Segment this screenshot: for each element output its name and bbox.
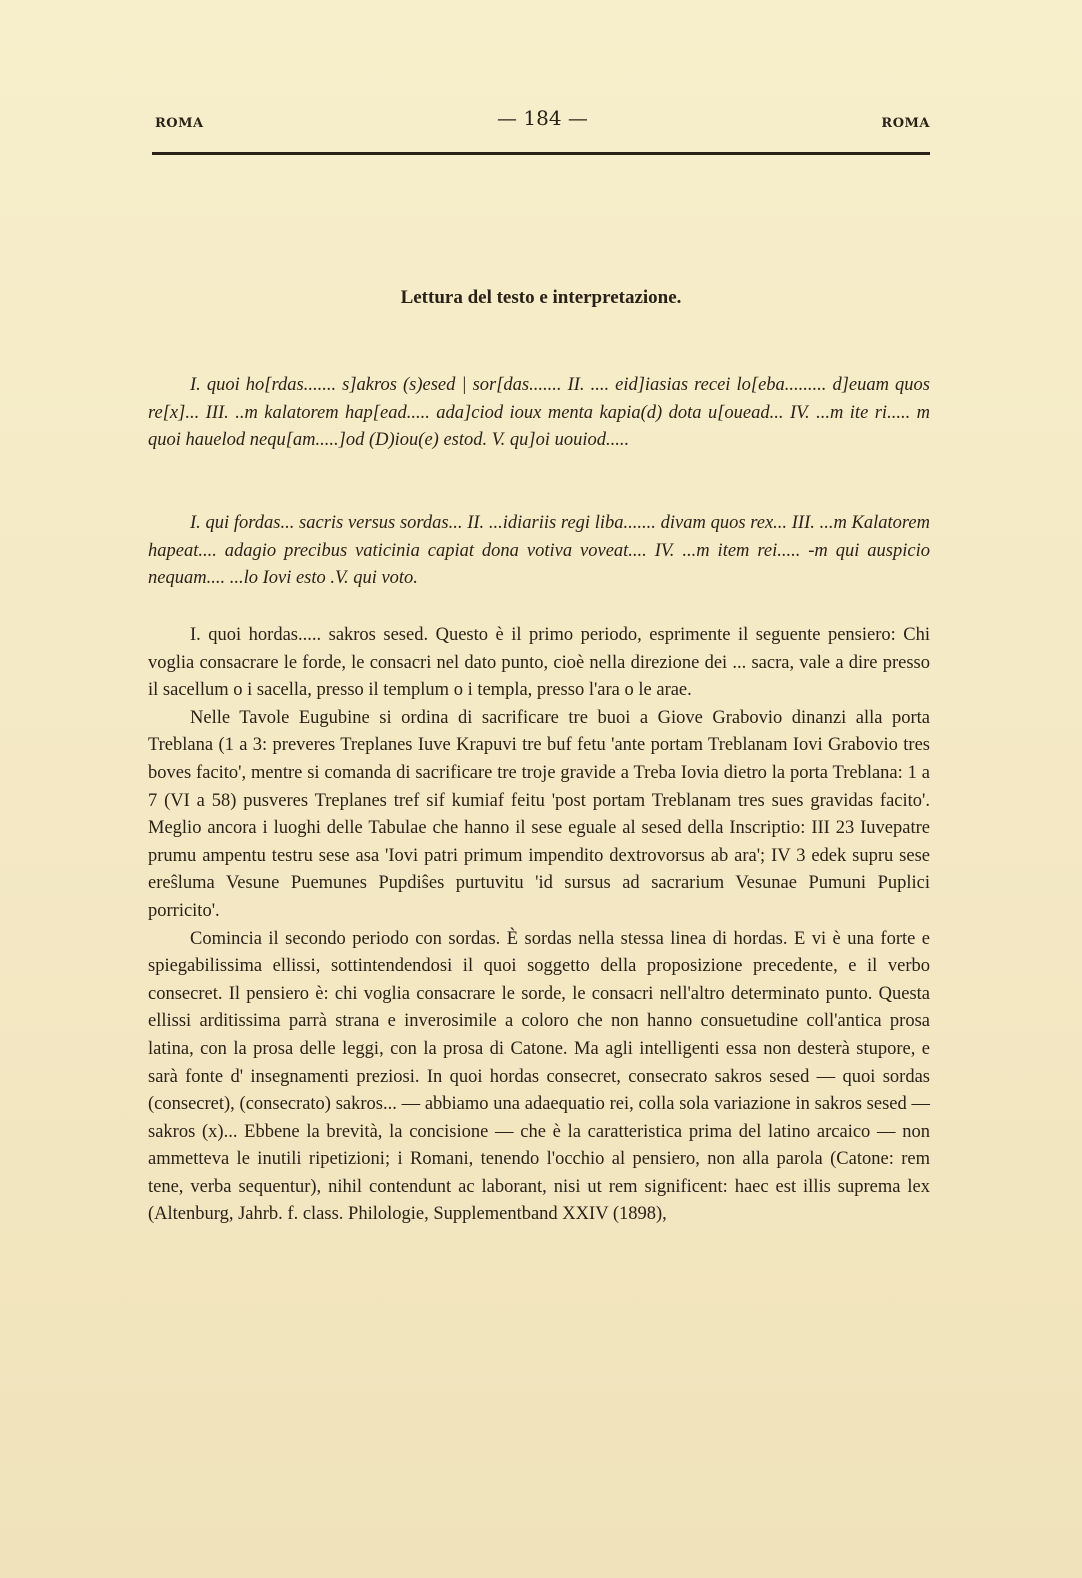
paragraph-3: Comincia il secondo periodo con sordas. È sordas nella stessa linea di hordas. E vi è una forte e spiegabilissima ellissi, sottintendendosi il quoi soggetto della proposizione precedente, e il verbo consecret. Il pensiero è: chi voglia consacrare le sorde, le consacri nell'altro determinato punto. Questa ellissi arditissima parrà strana e inverosimile a coloro che non hanno consuetudine coll'antica prosa latina, con la prosa delle leggi, con la prosa di Catone. Ma agli intelligenti essa non desterà stupore, e sarà fonte d' insegnamenti preziosi. In quoi hordas consecret, consecrato sakros sesed — quoi sordas (consecret), (consecrato) sakros... — abbiamo una adaequatio rei, colla sola variazione in sakros sesed — sakros (x)... Ebbene la brevità, la concisione — che è la caratteristica prima del latino arcaico — non ammetteva le inutili ripetizioni; i Romani, tenendo l'occhio al pensiero, non alla parola (Catone: rem tene, verba sequentur), nihil contendunt ac laborant, nisi ut rem significent: haec est illis suprema lex (Altenburg, Jahrb. f. class. Philologie, Supplementband XXIV (1898), (148, 928, 930, 1225)
running-head-right: ROMA (881, 116, 930, 131)
header-rule (152, 152, 930, 155)
section-title: Lettura del testo e interpretazione. (400, 287, 682, 308)
page-number: — 184 — (497, 106, 588, 130)
latin-text: I. qui fordas... sacris versus sordas... II. ...idiariis regi liba....... divam quos rex... III. ...m Kalatorem hapeat.... adagio precibus vaticinia capiat dona votiva voveat.... IV. ...m item rei..... -m qui auspicio nequam.... ...lo Iovi esto .V. qui voto. (148, 513, 930, 589)
latin-interpretation (148, 510, 930, 593)
inscription-reading (148, 372, 930, 455)
inscription-text: I. quoi ho[rdas....... s]akros (s)esed | sor[das....... II. .... eid]iasias recei lo[eba......... d]euam quos re[x]... III. ..m kalatorem hap[ead..... ada]ciod ioux menta kapia(d) dota u[ouead... IV. ...m ite ri..... m quoi hauelod nequ[am.....]od (D)iou(e) estod. V. qu]oi uouiod..... (148, 375, 930, 451)
running-head-left: ROMA (155, 116, 204, 131)
page-header (155, 104, 930, 134)
paragraph-1: I. quoi hordas..... sakros sesed. Questo è il primo periodo, esprimente il seguente pensiero: Chi voglia consacrare le forde, le consacri nel dato punto, cioè nella direzione dei ... sacra, vale a dire presso il sacellum o i sacella, presso il templum o i templa, presso l'ara o le arae. (148, 625, 930, 701)
paragraph-2: Nelle Tavole Eugubine si ordina di sacrificare tre buoi a Giove Grabovio dinanzi alla porta Treblana (1 a 3: preveres Treplanes Iuve Krapuvi tre buf fetu 'ante portam Treblanam Iovi Grabovio tres boves facito', mentre si comanda di sacrificare tre troje gravide a Treba Iovia dietro la porta Treblana: 1 a 7 (VI a 58) pusveres Treplanes tref sif kumiaf feitu 'post portam Treblanam tres sues gravidas facito'. Meglio ancora i luoghi delle Tabulae che hanno il sese eguale al sesed della Inscriptio: III 23 Iuvepatre prumu ampentu testru sese asa 'Iovi patri primum impendito dextrovorsus ab ara'; IV 3 edek supru sese ereŝluma Vesune Puemunes Pupdiŝes purtuvitu 'id sursus ad sacrarium Vesunae Pumuni Puplici porricito'. (148, 707, 930, 921)
commentary (148, 622, 930, 1229)
